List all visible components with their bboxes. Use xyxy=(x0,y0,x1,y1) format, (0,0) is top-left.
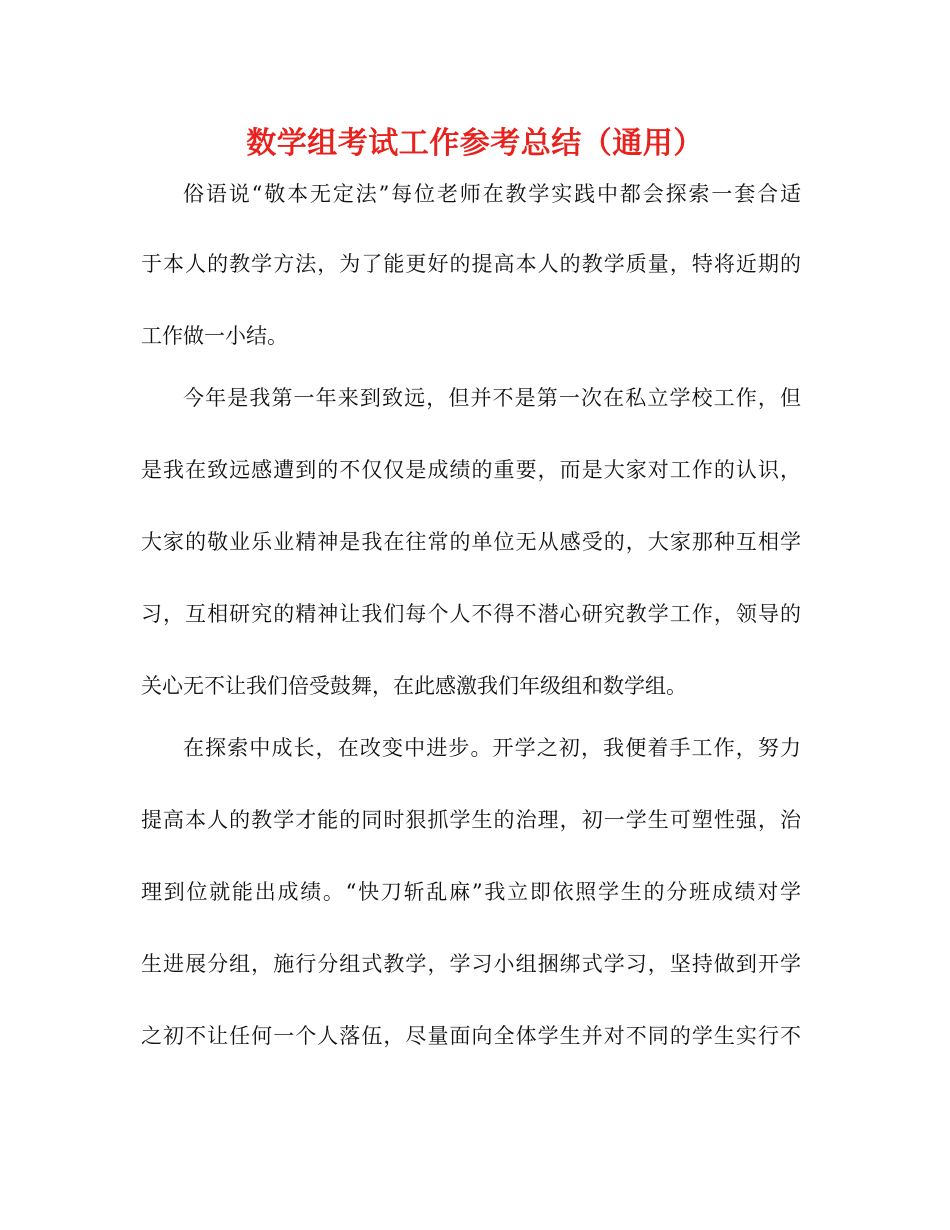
paragraph-2-line-2: 是我在致远感遭到的不仅仅是成绩的重要，而是大家对工作的认识， xyxy=(141,458,801,482)
document-title: 数学组考试工作参考总结（通用） xyxy=(246,126,704,161)
paragraph-2-line-1: 今年是我第一年来到致远，但并不是第一次在私立学校工作，但 xyxy=(183,386,801,410)
paragraph-1-line-3: 工作做一小结。 xyxy=(141,324,288,348)
paragraph-2-line-3: 大家的敬业乐业精神是我在往常的单位无从感受的，大家那种互相学 xyxy=(141,530,801,554)
paragraph-1-line-1: 俗语说“敬本无定法”每位老师在教学实践中都会探索一套合适 xyxy=(183,182,801,206)
paragraph-3-line-4: 生进展分组，施行分组式教学，学习小组捆绑式学习，坚持做到开学 xyxy=(141,952,801,976)
paragraph-1-line-2: 于本人的教学方法，为了能更好的提高本人的教学质量，特将近期的 xyxy=(141,252,801,276)
paragraph-2-line-4: 习，互相研究的精神让我们每个人不得不潜心研究教学工作，领导的 xyxy=(141,602,801,626)
paragraph-3-line-1: 在探索中成长，在改变中进步。开学之初，我便着手工作，努力 xyxy=(183,736,801,760)
paragraph-2-line-5: 关心无不让我们倍受鼓舞，在此感激我们年级组和数学组。 xyxy=(141,674,687,698)
paragraph-3-line-2: 提高本人的教学才能的同时狠抓学生的治理，初一学生可塑性强，治 xyxy=(141,808,801,832)
paragraph-3-line-3: 理到位就能出成绩。“快刀斩乱麻”我立即依照学生的分班成绩对学 xyxy=(141,880,801,904)
paragraph-3-line-5: 之初不让任何一个人落伍，尽量面向全体学生并对不同的学生实行不 xyxy=(141,1024,801,1048)
